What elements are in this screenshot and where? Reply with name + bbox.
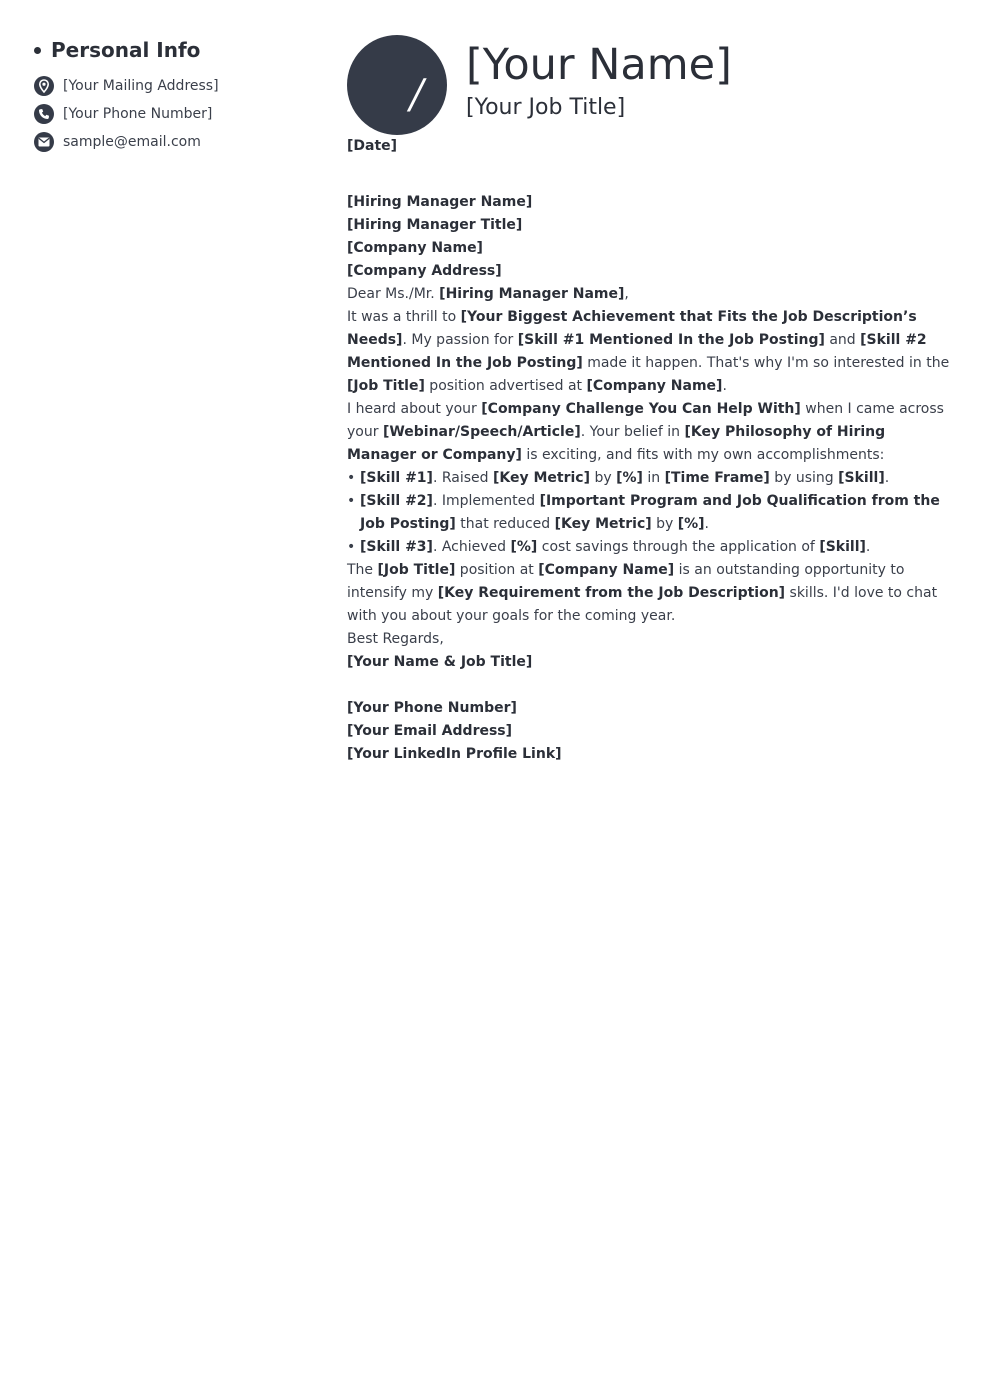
recipient-line: [Hiring Manager Title] [347,217,523,233]
recipient-line: [Hiring Manager Name] [347,194,533,210]
signature: [Your Name & Job Title] [347,654,533,670]
avatar [347,35,447,135]
section-title: Personal Info [51,38,201,62]
avatar-glyph: / [410,72,424,118]
accomplishments-list [347,467,952,559]
salutation-prefix: Dear Ms./Mr. [347,286,440,302]
contact-text: sample@email.com [63,134,201,150]
paragraph-achievement: It was a thrill to [Your Biggest Achievement that Fits the Job Description’s Needs]. My passion for [Skill #1 Mentioned In the Job Posting] and [Skill #2 Mentioned In the Job Posting] made it happen. That's why I'm so interested in the [Job Title] position advertised at [Company Name]. [347,309,950,394]
email-icon [34,132,54,152]
candidate-job-title: [Your Job Title] [466,95,626,120]
closing: Best Regards, [347,631,444,647]
salutation [347,283,952,306]
contact-email [34,128,314,156]
list-item: • [Skill #3]. Achieved [%] cost savings through the application of [Skill]. [347,536,952,559]
signature-linkedin: [Your LinkedIn Profile Link] [347,746,562,762]
paragraph-challenge: I heard about your [Company Challenge You Can Help With] when I came across your [Webinar/Speech/Article]. Your belief in [Key Philosophy of Hiring Manager or Company] is exciting, and fits with my own accomplishments: [347,401,944,463]
salutation-name: [Hiring Manager Name] [439,286,625,302]
paragraph-opportunity: The [Job Title] position at [Company Name] is an outstanding opportunity to intensify my [Key Requirement from the Job Description] skills. I'd love to chat with you about your goals for the coming year. [347,562,938,624]
list-item: • [Skill #2]. Implemented [Important Program and Job Qualification from the Job Posting] that reduced [Key Metric] by [%]. [347,490,952,536]
contact-text: [Your Phone Number] [63,106,213,122]
location-pin-icon [34,76,54,96]
contact-text: [Your Mailing Address] [63,78,219,94]
contact-mailing-address [34,72,314,100]
sidebar [34,38,314,156]
contact-phone [34,100,314,128]
cover-letter [347,135,952,766]
signature-contacts [347,697,952,766]
recipient-line: [Company Name] [347,240,483,256]
phone-icon [34,104,54,124]
main-content [347,35,952,766]
salutation-suffix: , [624,286,629,302]
personal-info-heading [34,38,314,62]
letter-date: [Date] [347,138,398,154]
signature-email: [Your Email Address] [347,723,513,739]
recipient-block [347,191,952,283]
recipient-line: [Company Address] [347,263,502,279]
name-block [466,35,732,123]
signature-phone: [Your Phone Number] [347,700,517,716]
list-item: • [Skill #1]. Raised [Key Metric] by [%] in [Time Frame] by using [Skill]. [347,467,952,490]
bullet-dot-icon [34,47,41,54]
candidate-name: [Your Name] [466,40,732,90]
header [347,35,952,135]
